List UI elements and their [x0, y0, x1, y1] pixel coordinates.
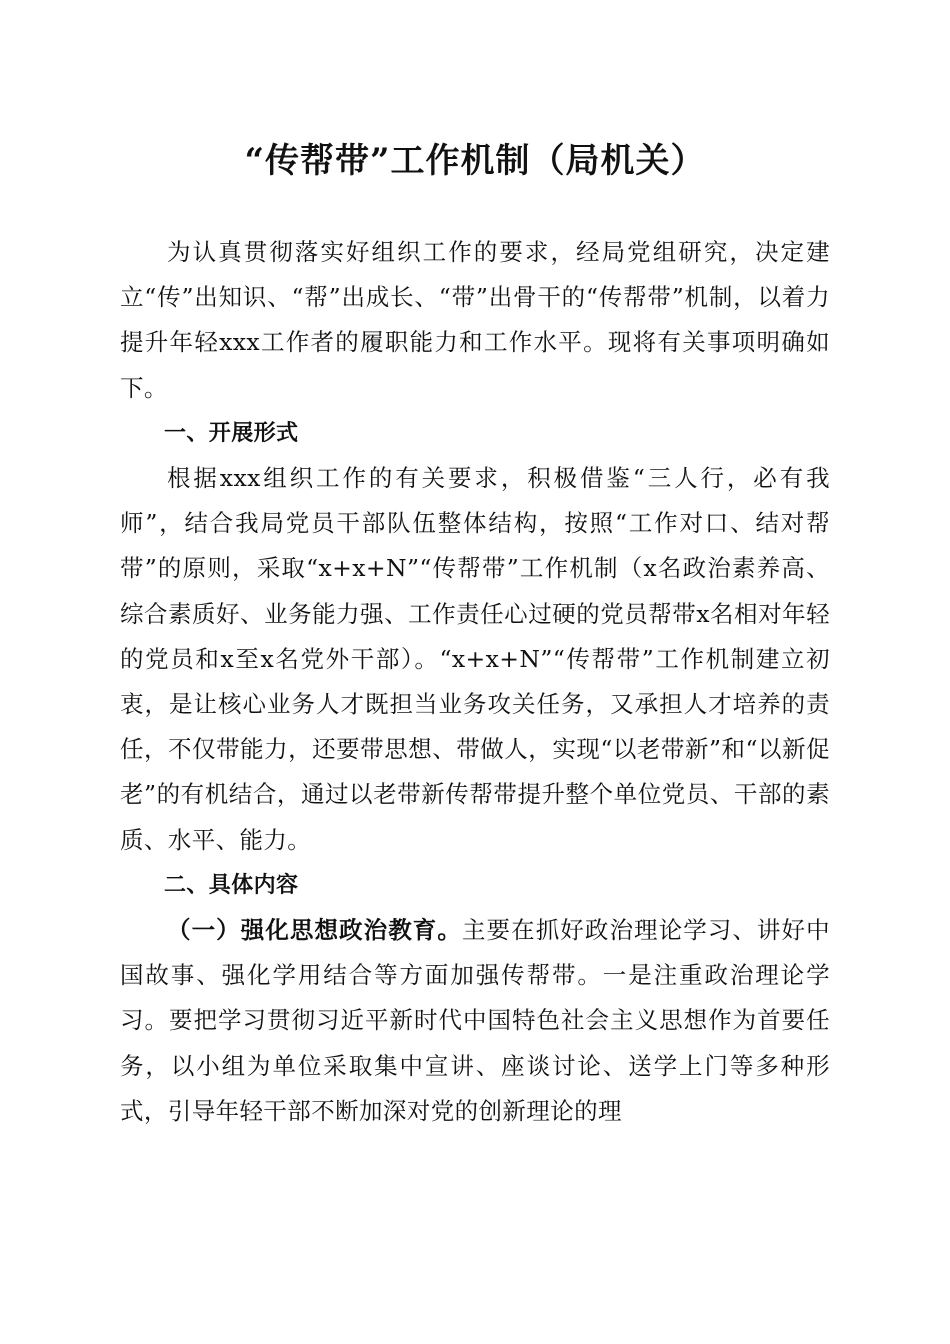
section-2-item-1-paragraph	[120, 908, 830, 1134]
section-2-item-1-lead: （一）强化思想政治教育。	[167, 916, 462, 945]
section-1-paragraph: 根据xxx组织工作的有关要求，积极借鉴“三人行，必有我师”，结合我局党员干部队伍整体结构，按照“工作对口、结对帮带”的原则，采取“x+x+N”“传帮带”工作机制（x名政治素养高、综合素质好、业务能力强、工作责任心过硬的党员帮带x名相对年轻的党员和x至x名党外干部）。“x+x+N”“传帮带”工作机制建立初衷，是让核心业务人才既担当业务攻关任务，又承担人才培养的责任，不仅带能力，还要带思想、带做人，实现“以老带新”和“以新促老”的有机结合，通过以老带新传帮带提升整个单位党员、干部的素质、水平、能力。	[120, 464, 830, 854]
section-1-heading: 一、开展形式	[164, 420, 299, 446]
section-2-item-1-body: 主要在抓好政治理论学习、讲好中国故事、强化学用结合等方面加强传帮带。一是注重政治理论学习。要把学习贯彻习近平新时代中国特色社会主义思想作为首要任务，以小组为单位采取集中宣讲、座谈讨论、送学上门等多种形式，引导年轻干部不断加深对党的创新理论的理	[120, 916, 830, 1125]
document-title: “传帮带”工作机制（局机关）	[244, 141, 706, 181]
intro-paragraph: 为认真贯彻落实好组织工作的要求，经局党组研究，决定建立“传”出知识、“帮”出成长、“带”出骨干的“传帮带”机制，以着力提升年轻xxx工作者的履职能力和工作水平。现将有关事项明确如下。	[120, 238, 830, 402]
section-2-heading: 二、具体内容	[164, 872, 299, 898]
document-body	[120, 230, 830, 1134]
